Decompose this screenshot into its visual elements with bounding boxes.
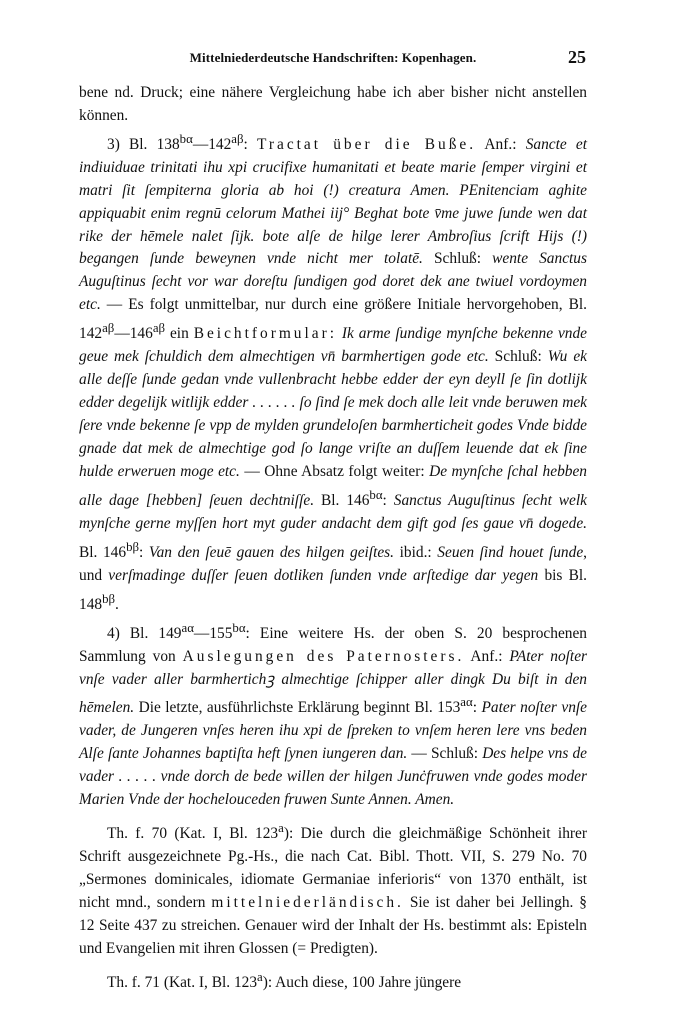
text-run: . [115, 595, 119, 613]
text-run: Sie ist daher bei Jellingh. § 12 Seite 437 zu streichen. Genauer wird der Inhalt der Hs. bestimmt als: Episteln und Evangelien mit ihren Glossen (= Predigten). [79, 893, 587, 957]
spaced-heading: Beichtformular: [193, 325, 337, 343]
quotation: Seuen ſind houet ſunde [437, 543, 584, 561]
text-run: ): Die durch die gleichmäßige Schönheit ihrer Schrift ausgezeichnete Pg.-Hs., die nach Cat. Bibl. Thott. VII, S. 279 No. 70 „Sermones dominicales, idiomate Germaniae inferioris“ von 1370 enthält, ist nicht mnd., sondern [79, 825, 587, 911]
superscript: bα [369, 487, 383, 502]
text-run: ein [165, 325, 194, 343]
text-run: : [472, 699, 482, 717]
text-run: — Schluß: [407, 745, 483, 763]
text-run: —142 [192, 135, 232, 153]
text-run: Th. f. 70 (Kat. I, Bl. 123 [107, 825, 279, 843]
page-number: 25 [568, 47, 586, 67]
quotation: verſmadinge duſſer ſeuen dotliken ſunden vnde arſtedige dar yegen [108, 566, 539, 584]
paragraph-th-f-70 [79, 817, 587, 961]
text-run: Schluß: [488, 348, 548, 366]
text-run: : [139, 543, 149, 561]
text-run: Bl. 146 [314, 491, 370, 509]
text-run: bene nd. Druck; eine nähere Vergleichung habe ich aber bisher nicht anstellen können. [79, 84, 587, 124]
text-run: 4) Bl. 149 [107, 624, 182, 642]
spaced-heading: Tractat über die Buße. [257, 135, 477, 153]
text-run: —155 [193, 624, 233, 642]
superscript: aα [181, 620, 194, 635]
text-run: Th. f. 71 (Kat. I, Bl. 123 [107, 973, 258, 991]
text-run: Schluß: [422, 250, 493, 268]
superscript: bβ [102, 591, 116, 606]
quotation: Van den ſeuē gauen des hilgen geiſtes. [148, 543, 395, 561]
text-run: bis Bl. 148 [79, 566, 588, 613]
text-run: Anf.: [464, 647, 510, 665]
text-run: : Eine weitere Hs. der oben S. 20 besprochenen Sammlung von [79, 624, 587, 665]
superscript: a [257, 969, 263, 984]
running-header [80, 47, 586, 70]
paragraph-continuation [79, 82, 587, 128]
quotation: Ik arme ſundige mynſche bekenne vnde geue mek ſchuldich dem almechtigen vn̄ barmhertigen gode etc. [79, 325, 588, 366]
page-body [79, 82, 587, 995]
paragraph-item-4 [79, 617, 587, 813]
running-title: Mittelniederdeutsche Handschriften: Kopenhagen. [189, 50, 477, 65]
quotation: Wu ek alle deſſe ſunde gedan vnde vullenbracht hebbe edder der eyn deyll ſe ſin dotlijk edder degelijk witlijk edder . . . . . . ſo ſind ſe mek doch alle leit vnde beruwen mek ſere vnde bekenne ſe vpp de mylden grundeloſen barmherticheit godes Vnde bidde gnade dat mek de almechtige god ſo lange vriſte an duſſem leuende dat ek ſine hulde erweruen moge etc. [79, 348, 587, 480]
quotation: PAter noſter vnſe vader aller barmhertichꝫ almechtige ſchipper aller dingk Du biſt in den hēmelen. [79, 647, 588, 717]
quotation: De mynſche ſchal hebben alle dage [hebben] ſeuen dechtniſſe. [79, 462, 588, 509]
superscript: bα [232, 620, 246, 635]
text-run: Anf.: [476, 135, 526, 153]
text-run: —146 [114, 325, 153, 343]
superscript: a [278, 821, 284, 836]
superscript: aα [460, 695, 473, 710]
quotation: Des helpe vns de vader . . . . . vnde dorch de bede willen der hilgen Junċfruwen vnde godes moder Marien Vnde der hochelouceden fruwen Sunte Annen. Amen. [79, 745, 588, 809]
text-run: : [382, 491, 394, 509]
text-run: ): Auch diese, 100 Jahre jüngere [262, 973, 462, 991]
text-run: : [243, 135, 257, 153]
superscript: aβ [102, 321, 115, 336]
superscript: bα [179, 131, 193, 146]
quotation: Pater noſter vnſe vader, de Jungeren vnſes heren ihu xpi de ſpreken to vnſem heren lere vns beden Alſe ſante Johannes baptiſta heft ſynen iungeren dan. [79, 699, 587, 763]
superscript: aβ [152, 321, 166, 336]
spaced-heading: Auslegungen des Paternosters. [182, 647, 465, 665]
text-run: ibid.: [394, 543, 438, 561]
paragraph-item-3 [79, 128, 587, 617]
text-run: — Es folgt unmittelbar, nur durch eine größere Initiale hervorgehoben, Bl. 142 [79, 296, 587, 343]
text-run: , und [79, 543, 588, 584]
quotation: wente Sanctus Auguſtinus ſecht vor war doreſtu ſundigen god doret dek ane twiuel vordoymen etc. [79, 250, 587, 314]
text-run: 3) Bl. 138 [107, 135, 180, 153]
text-run: Die letzte, ausführlichste Erklärung beginnt Bl. 153 [134, 699, 461, 717]
spaced-heading: mittelniederländisch. [211, 893, 404, 911]
paragraph-th-f-71 [79, 966, 587, 995]
superscript: aβ [231, 131, 244, 146]
text-run: — Ohne Absatz folgt weiter: [239, 462, 430, 480]
superscript: bβ [126, 539, 140, 554]
quotation: Sanctus Auguſtinus ſecht welk mynſche gerne myſſen hort myt guder andacht dem gift god ſes gaue vn̄ dogede. [79, 491, 587, 532]
text-run: Bl. 146 [79, 543, 127, 561]
quotation: Sancte et indiuiduae trinitati ihu xpi crucifixe humanitati et beate marie ſemper virgini et matri ſit ſempiterna gloria ab hoi (!) creatura Amen. PEnitenciam aghite appiquabit enim regnū celorum Mathei iij° Beghat bote v̄me juwe ſunde wen dat rike der hēmele nalet ſijk. bote alſe de hilge lerer Ambroſius ſcrift Hijs (!) begangen ſunde beweynen vnde nicht mer tolatē. [79, 135, 588, 268]
